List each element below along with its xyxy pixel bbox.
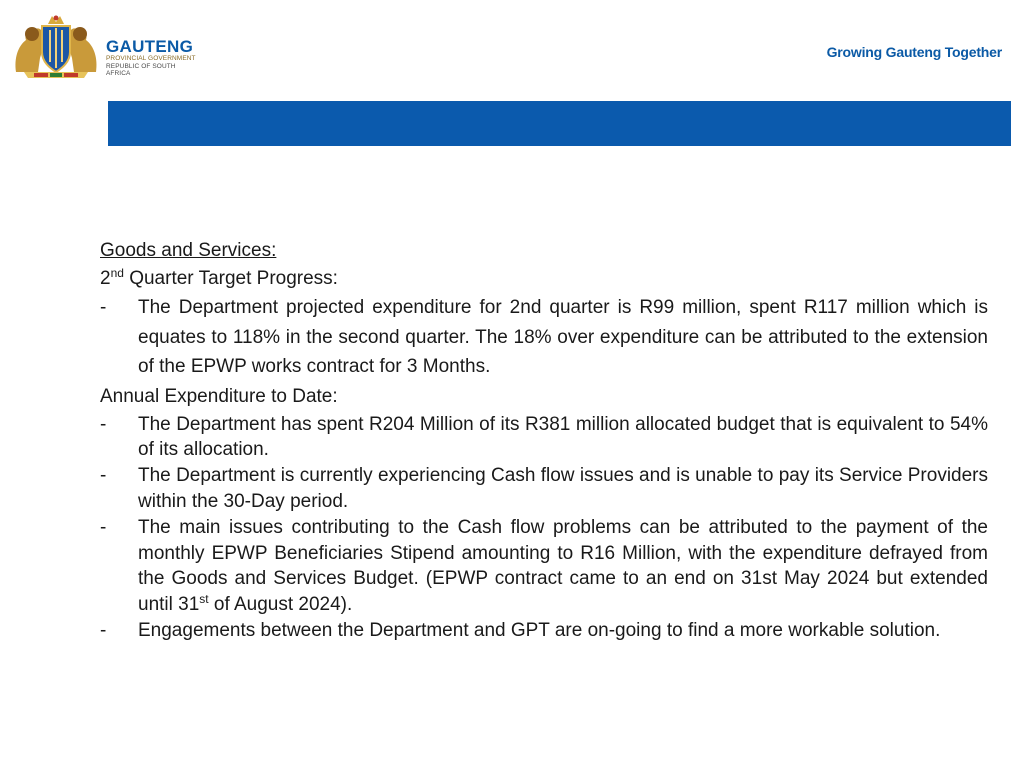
list-item [100, 515, 988, 618]
bullet-dash: - [100, 297, 107, 319]
tagline: Growing Gauteng Together [826, 44, 1002, 60]
section-title-text: Goods and Services: [100, 240, 277, 261]
bullet-dash: - [100, 413, 107, 435]
logo-name: GAUTENG [106, 37, 194, 56]
list-item-text: The Department is currently experiencing Cash flow issues and is unable to pay its Service Providers within the 30-Day period. [138, 465, 988, 512]
list-item [100, 463, 988, 515]
annual-heading: Annual Expenditure to Date: [100, 385, 338, 407]
logo-text [106, 38, 200, 78]
bullet-dash: - [100, 516, 107, 538]
list-item-text: The Department has spent R204 Million of its R381 million allocated budget that is equivalent to 54% of its allocation. [138, 413, 988, 461]
quarter-number: 2 [100, 267, 111, 289]
bullet-dash: - [100, 465, 107, 487]
list-item [100, 412, 988, 464]
list-item-text [138, 515, 988, 618]
logo-line-2: REPUBLIC OF SOUTH AFRICA [106, 62, 176, 77]
list-item-text: The Department projected expenditure for 2nd quarter is R99 million, spent R117 million which is equates to 118% in the second quarter. The 18% over expenditure can be attributed to the extension of the EPWP works contract for 3 Months. [138, 297, 988, 378]
bullet3-sup: st [199, 592, 209, 607]
bullet3-text-a: The main issues contributing to the Cash flow problems can be attributed to the payment of the monthly EPWP Beneficiaries Stipend amounting to R16 Million, with the expenditure defrayed from the Goods and Services Budget. (EPWP contract came to an end on 31st May 2024 but extended until 31 [138, 516, 988, 616]
title-band [108, 101, 1011, 146]
coat-of-arms-icon [10, 12, 102, 80]
quarter-heading-text: Quarter Target Progress: [123, 267, 338, 289]
list-item-text: Engagements between the Department and GPT are on-going to find a more workable solution. [138, 619, 941, 641]
list-item [100, 293, 988, 382]
section-title [100, 238, 988, 264]
quarter-suffix: nd [110, 265, 124, 280]
gauteng-logo [10, 12, 200, 80]
list-item [100, 618, 988, 644]
bullet-dash: - [100, 619, 107, 641]
bullet3-text-b: of August 2024). [208, 594, 353, 616]
logo-line-1: PROVINCIAL GOVERNMENT [106, 55, 196, 62]
slide-body [100, 238, 988, 644]
quarter-heading [100, 264, 988, 294]
